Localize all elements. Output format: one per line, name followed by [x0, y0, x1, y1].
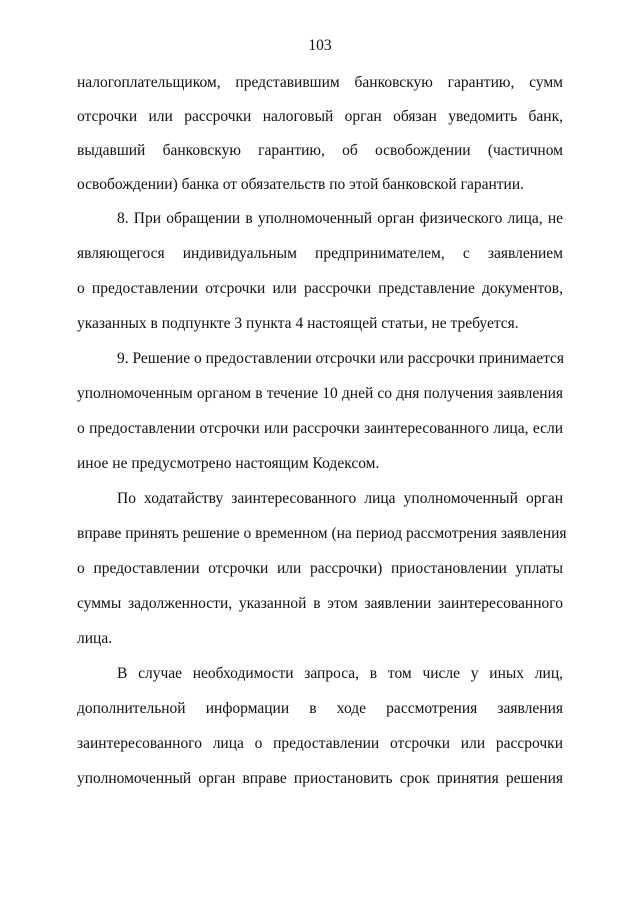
text-line: о предоставлении отсрочки или рассрочки) приостановлении уплаты	[77, 560, 563, 577]
text-line: освобождении) банка от обязательств по этой банковской гарантии.	[77, 176, 525, 193]
text-line: уполномоченным органом в течение 10 дней со дня получения заявления	[77, 385, 563, 402]
text-line: о предоставлении отсрочки или рассрочки представление документов,	[77, 280, 563, 297]
text-line: выдавший банковскую гарантию, об освобождении (частичном	[77, 142, 563, 159]
text-line: являющегося индивидуальным предпринимателем, с заявлением	[77, 245, 563, 262]
text-line: заинтересованного лица о предоставлении отсрочки или рассрочки	[77, 735, 563, 752]
text-line: отсрочки или рассрочки налоговый орган обязан уведомить банк,	[77, 108, 563, 125]
text-line: дополнительной информации в ходе рассмотрения заявления	[77, 700, 563, 717]
text-line: о предоставлении отсрочки или рассрочки заинтересованного лица, если	[77, 420, 563, 437]
text-line: вправе принять решение о временном (на период рассмотрения заявления	[77, 525, 567, 542]
paragraph-8-line: 8. При обращении в уполномоченный орган физического лица, не	[117, 210, 563, 227]
paragraph-line: В случае необходимости запроса, в том числе у иных лиц,	[117, 665, 563, 682]
paragraph-9-line: 9. Решение о предоставлении отсрочки или рассрочки принимается	[117, 350, 565, 367]
text-line: указанных в подпункте 3 пункта 4 настоящей статьи, не требуется.	[77, 315, 519, 332]
page-number: 103	[308, 37, 332, 54]
paragraph-line: По ходатайству заинтересованного лица уполномоченный орган	[117, 490, 563, 507]
text-line: лица.	[77, 630, 113, 647]
text-line: суммы задолженности, указанной в этом заявлении заинтересованного	[77, 595, 563, 612]
text-line: иное не предусмотрено настоящим Кодексом.	[77, 455, 380, 472]
text-line: уполномоченный орган вправе приостановить срок принятия решения	[77, 770, 563, 787]
text-line: налогоплательщиком, представившим банковскую гарантию, сумм	[77, 74, 563, 91]
